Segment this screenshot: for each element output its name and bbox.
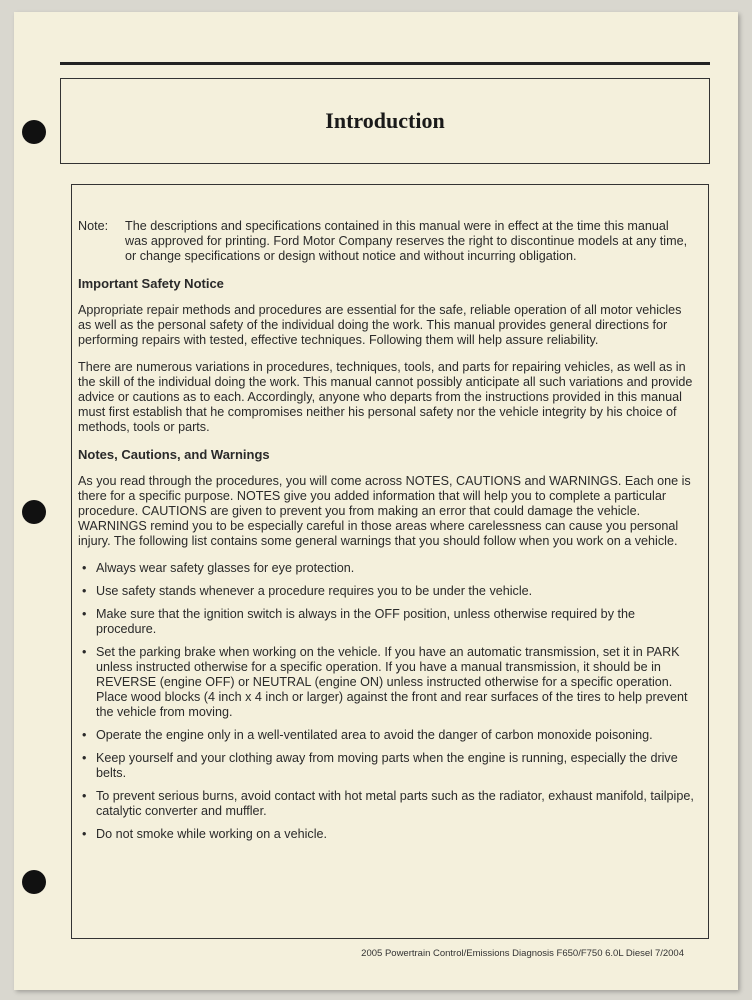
binder-hole bbox=[22, 120, 46, 144]
list-item-text: Always wear safety glasses for eye protection. bbox=[96, 561, 355, 575]
note-label: Note: bbox=[78, 219, 109, 233]
list-item-text: Keep yourself and your clothing away from moving parts when the engine is running, especially the drive belts. bbox=[96, 751, 678, 780]
safety-paragraph: There are numerous variations in procedures, techniques, tools, and parts for repairing vehicles, as well as in the skill of the individual doing the work. This manual cannot possibly anticipate all such variations and provide advice or cautions as to each. Accordingly, anyone who departs from the instructions provided in this manual must first establish that he compromises neither his personal safety nor the vehicle integrity by his choice of methods, tools or parts. bbox=[78, 360, 693, 434]
safety-paragraph: Appropriate repair methods and procedures are essential for the safe, reliable operation of all motor vehicles as well as the personal safety of the individual doing the work. This manual provides general directions for performing repairs with tested, effective techniques. Following them will help assure reliability. bbox=[78, 303, 682, 347]
list-item bbox=[78, 584, 694, 599]
list-item bbox=[78, 728, 694, 743]
bullet-icon: • bbox=[82, 827, 87, 841]
bullet-icon: • bbox=[82, 728, 87, 742]
bullet-icon: • bbox=[82, 751, 87, 765]
list-item bbox=[78, 607, 694, 637]
list-item-text: Operate the engine only in a well-ventilated area to avoid the danger of carbon monoxide poisoning. bbox=[96, 728, 653, 742]
list-item-text: Make sure that the ignition switch is always in the OFF position, unless otherwise required by the procedure. bbox=[96, 607, 635, 636]
list-item-text: Use safety stands whenever a procedure requires you to be under the vehicle. bbox=[96, 584, 533, 598]
warnings-intro: As you read through the procedures, you will come across NOTES, CAUTIONS and WARNINGS. Each one is there for a specific purpose. NOTES give you added information that will help you to complete a particular procedure. CAUTIONS are given to prevent you from making an error that could damage the vehicle. WARNINGS remind you to be especially careful in those areas where carelessness can cause you personal injury. The following list contains some general warnings that you should follow when you work on a vehicle. bbox=[78, 474, 691, 548]
title-box bbox=[60, 78, 710, 164]
bullet-icon: • bbox=[82, 561, 87, 575]
safety-heading: Important Safety Notice bbox=[78, 276, 224, 291]
list-item-text: Do not smoke while working on a vehicle. bbox=[96, 827, 327, 841]
list-item-text: Set the parking brake when working on the vehicle. If you have an automatic transmission, set it in PARK unless instructed otherwise for a specific operation. If you have a manual transmission, it should be in REVERSE (engine OFF) or NEUTRAL (engine ON) unless instructed otherwise for a specific operation. Place wood blocks (4 inch x 4 inch or larger) against the front and rear surfaces of the tires to help prevent the vehicle from moving. bbox=[96, 645, 688, 719]
top-rule bbox=[60, 62, 710, 65]
page-footer: 2005 Powertrain Control/Emissions Diagnosis F650/F750 6.0L Diesel 7/2004 bbox=[361, 948, 684, 959]
content-box bbox=[71, 184, 709, 939]
bullet-icon: • bbox=[82, 645, 87, 659]
note-text: The descriptions and specifications contained in this manual were in effect at the time this manual was approved for printing. Ford Motor Company reserves the right to discontinue models at any time, or change specifications or design without notice and without incurring obligation. bbox=[125, 219, 688, 263]
manual-page bbox=[14, 12, 738, 990]
list-item bbox=[78, 561, 694, 576]
bullet-icon: • bbox=[82, 789, 87, 803]
warnings-list bbox=[78, 561, 694, 842]
list-item bbox=[78, 827, 694, 842]
binder-hole bbox=[22, 500, 46, 524]
note bbox=[78, 219, 694, 264]
warnings-heading: Notes, Cautions, and Warnings bbox=[78, 447, 270, 462]
binder-hole bbox=[22, 870, 46, 894]
list-item-text: To prevent serious burns, avoid contact with hot metal parts such as the radiator, exhaust manifold, tailpipe, catalytic converter and muffler. bbox=[96, 789, 694, 818]
bullet-icon: • bbox=[82, 607, 87, 621]
bullet-icon: • bbox=[82, 584, 87, 598]
list-item bbox=[78, 789, 694, 819]
list-item bbox=[78, 645, 694, 720]
page-title: Introduction bbox=[325, 108, 445, 133]
list-item bbox=[78, 751, 694, 781]
